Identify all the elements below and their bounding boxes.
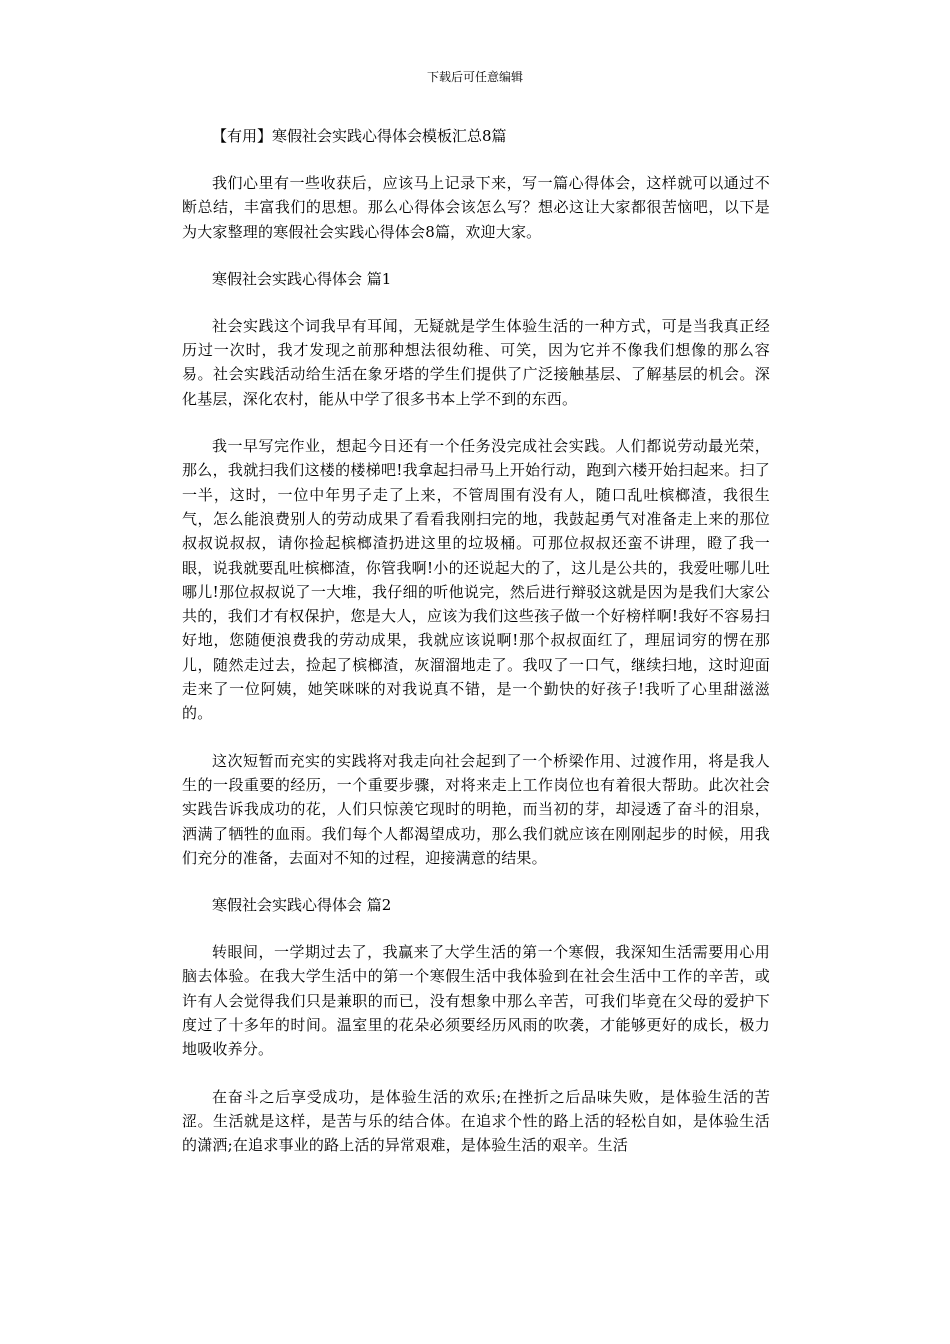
section1-paragraph-1: 社会实践这个词我早有耳闻，无疑就是学生体验生活的一种方式，可是当我真正经历过一次时，我才发现之前那种想法很幼稚、可笑，因为它并不像我们想像的那么容易。社会实践活动给生活在象牙塔的学生们提供了广泛接触基层、了解基层的机会。深化基层，深化农村，能从中学了很多书本上学不到的东西。 — [182, 316, 770, 408]
document-title: 【有用】寒假社会实践心得体会模板汇总8篇 — [212, 127, 507, 145]
section1-paragraph-3: 这次短暂而充实的实践将对我走向社会起到了一个桥梁作用、过渡作用，将是我人生的一段重要的经历，一个重要步骤，对将来走上工作岗位也有着很大帮助。此次社会实践告诉我成功的花，人们只惊羡它现时的明艳，而当初的芽，却浸透了奋斗的泪泉，洒满了牺牲的血雨。我们每个人都渴望成功，那么我们就应该在刚刚起步的时候，用我们充分的准备，去面对不知的过程，迎接满意的结果。 — [182, 751, 770, 867]
section-heading-1: 寒假社会实践心得体会 篇1 — [212, 269, 392, 288]
document-body — [182, 124, 770, 1158]
section1-paragraph-2: 我一早写完作业，想起今日还有一个任务没完成社会实践。人们都说劳动最光荣，那么，我就扫我们这楼的楼梯吧!我拿起扫帚马上开始行动，跑到六楼开始扫起来。扫了一半，这时，一位中年男子走了上来，不管周围有没有人，随口乱吐槟榔渣，我很生气，怎么能浪费别人的劳动成果了看看我刚扫完的地，我鼓起勇气对准备走上来的那位叔叔说叔叔，请你捡起槟榔渣扔进这里的垃圾桶。可那位叔叔还蛮不讲理，瞪了我一眼，说我就要乱吐槟榔渣，你管我啊!小的还说起大的了，这儿是公共的，我爱吐哪儿吐哪儿!那位叔叔说了一大堆，我仔细的听他说完，然后进行辩驳这就是因为是我们大家公共的，我们才有权保护，您是大人，应该为我们这些孩子做一个好榜样啊!我好不容易扫好地，您随便浪费我的劳动成果，我就应该说啊!那个叔叔面红了，理屈词穷的愣在那儿，随然走过去，捡起了槟榔渣，灰溜溜地走了。我叹了一口气，继续扫地，这时迎面走来了一位阿姨，她笑咪咪的对我说真不错，是一个勤快的好孩子!我听了心里甜滋滋的。 — [182, 437, 770, 723]
intro-paragraph: 我们心里有一些收获后，应该马上记录下来，写一篇心得体会，这样就可以通过不断总结，丰富我们的思想。那么心得体会该怎么写？想必这让大家都很苦恼吧，以下是为大家整理的寒假社会实践心得体会8篇，欢迎大家。 — [182, 174, 770, 241]
page-header: 下载后可任意编辑 — [426, 70, 523, 84]
section2-paragraph-1: 转眼间，一学期过去了，我赢来了大学生活的第一个寒假，我深知生活需要用心用脑去体验。在我大学生活中的第一个寒假生活中我体验到在社会生活中工作的辛苦，或许有人会觉得我们只是兼职的而已，没有想象中那么辛苦，可我们毕竟在父母的爱护下度过了十多年的时间。温室里的花朵必须要经历风雨的吹袭，才能够更好的成长，极力地吸收养分。 — [182, 943, 770, 1059]
section-heading-2: 寒假社会实践心得体会 篇2 — [212, 896, 392, 915]
section2-paragraph-2: 在奋斗之后享受成功，是体验生活的欢乐;在挫折之后品味失败，是体验生活的苦涩。生活就是这样，是苦与乐的结合体。在追求个性的路上活的轻松自如，是体验生活的潇洒;在追求事业的路上活的异常艰难，是体验生活的艰辛。生活 — [182, 1087, 770, 1155]
